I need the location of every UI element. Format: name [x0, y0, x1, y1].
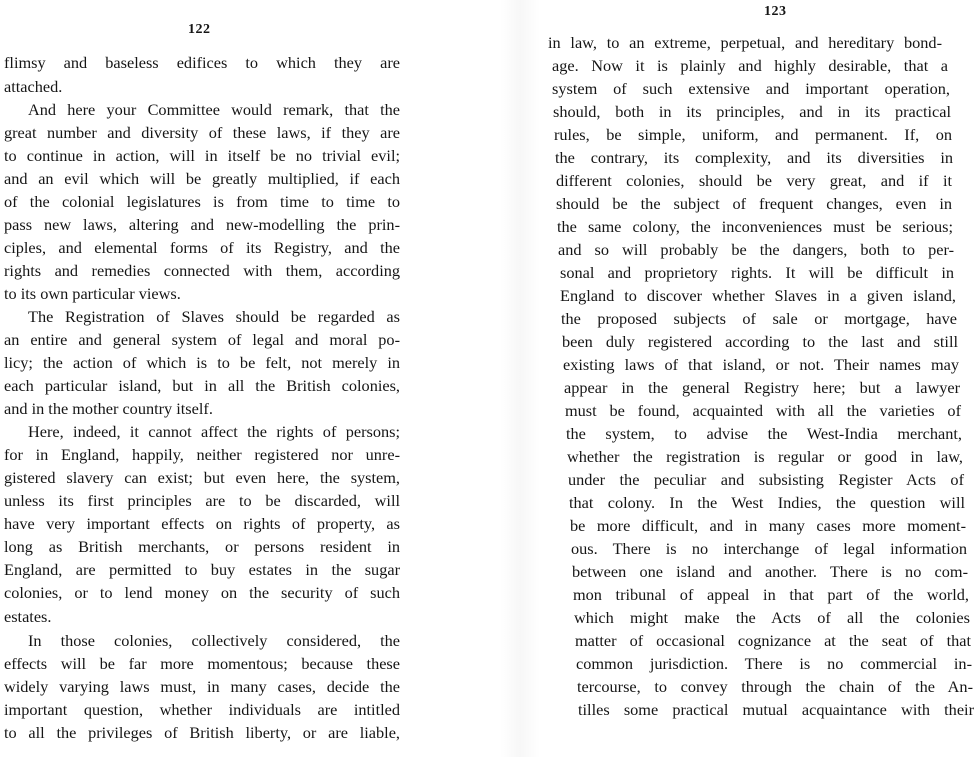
right-line-27: matter of occasional cognizance at the seat of that — [575, 631, 971, 650]
left-line-22: long as British merchants, or persons resident in — [4, 537, 400, 556]
left-line-14: licy; the action of which is to be felt, not merely in — [4, 353, 400, 372]
left-line-2: attached. — [4, 77, 63, 96]
right-line-11: sonal and proprietory rights. It will be difficult in — [560, 263, 954, 282]
right-line-2: age. Now it is plainly and highly desirable, that a — [552, 56, 948, 75]
right-line-14: been duly registered according to the last and still — [562, 332, 958, 351]
left-line-23: England, are permitted to buy estates in the sugar — [4, 560, 400, 579]
left-line-27: effects will be far more momentous; because these — [4, 654, 400, 673]
right-line-22: be more difficult, and in many cases more moment- — [570, 516, 966, 535]
right-line-4: should, both in its principles, and in its practical — [553, 102, 951, 121]
right-page — [548, 0, 976, 757]
right-line-17: must be found, acquainted with all the varieties of — [565, 401, 961, 420]
right-line-28: common jurisdiction. There is no commercial in- — [576, 654, 972, 673]
left-line-12: The Registration of Slaves should be regarded as — [28, 307, 400, 326]
right-line-26: which might make the Acts of all the colonies — [574, 608, 970, 627]
left-line-10: rights and remedies connected with them, according — [4, 261, 400, 280]
left-line-4: great number and diversity of these laws, if they are — [4, 123, 400, 142]
right-line-8: should be the subject of frequent changes, even in — [556, 194, 952, 213]
left-line-18: for in England, happily, neither registered nor unre- — [4, 445, 400, 464]
right-line-23: ous. There is no interchange of legal information — [571, 539, 967, 558]
left-line-24: colonies, or to lend money on the security of such — [4, 583, 400, 602]
left-page — [4, 0, 412, 757]
left-line-5: to continue in action, will in itself be no trivial evil; — [4, 146, 400, 165]
right-line-13: the proposed subjects of sale or mortgage, have — [561, 309, 957, 328]
left-line-21: have very important effects on rights of property, as — [4, 514, 400, 533]
book-gutter — [500, 0, 540, 757]
right-line-5: rules, be simple, uniform, and permanent. If, on — [554, 125, 952, 144]
left-line-26: In those colonies, collectively considered, the — [28, 631, 400, 650]
left-line-11: to its own particular views. — [4, 284, 181, 303]
right-line-7: different colonies, should be very great, and if it — [556, 171, 952, 190]
right-line-18: the system, to advise the West-India merchant, — [566, 424, 962, 443]
right-line-9: the same colony, the inconveniences must be serious; — [557, 217, 953, 236]
right-line-20: under the peculiar and subsisting Register Acts of — [568, 470, 964, 489]
right-line-24: between one island and another. There is no com- — [572, 562, 968, 581]
left-line-1: flimsy and baseless edifices to which they are — [4, 53, 400, 72]
right-line-3: system of such extensive and important operation, — [552, 79, 950, 98]
right-line-29: tercourse, to convey through the chain of the An- — [577, 677, 973, 696]
left-page-number: 122 — [188, 22, 211, 37]
left-line-15: each particular island, but in all the British colonies, — [4, 376, 400, 395]
left-line-30: to all the privileges of British liberty, or are liable, — [4, 723, 400, 742]
left-line-28: widely varying laws must, in many cases, decide the — [4, 677, 400, 696]
right-line-15: existing laws of that island, or not. Their names may — [563, 355, 959, 374]
left-line-25: estates. — [4, 607, 52, 626]
right-line-10: and so will probably be the dangers, both to per- — [558, 240, 954, 259]
right-line-30: tilles some practical mutual acquaintance with their — [578, 700, 974, 719]
right-line-12: England to discover whether Slaves in a given island, — [560, 286, 956, 305]
left-line-16: and in the mother country itself. — [4, 399, 213, 418]
left-line-19: gistered slavery can exist; but even here, the system, — [4, 468, 400, 487]
right-page-number: 123 — [764, 4, 787, 19]
left-line-8: pass new laws, altering and new-modelling the prin- — [4, 215, 400, 234]
left-line-29: important question, whether individuals are intitled — [4, 700, 400, 719]
right-line-6: the contrary, its complexity, and its diversities in — [555, 148, 953, 167]
right-line-16: appear in the general Registry here; but a lawyer — [564, 378, 960, 397]
right-line-25: mon tribunal of appeal in that part of the world, — [573, 585, 969, 604]
left-line-17: Here, indeed, it cannot affect the rights of persons; — [28, 422, 400, 441]
right-line-19: whether the registration is regular or good in law, — [567, 447, 963, 466]
left-line-7: of the colonial legislatures is from time to time to — [4, 192, 400, 211]
left-line-20: unless its first principles are to be discarded, will — [4, 491, 400, 510]
left-line-3: And here your Committee would remark, that the — [28, 100, 400, 119]
left-line-6: and an evil which will be greatly multiplied, if each — [4, 169, 400, 188]
left-line-13: an entire and general system of legal and moral po- — [4, 330, 400, 349]
left-line-9: ciples, and elemental forms of its Registry, and the — [4, 238, 400, 257]
right-line-21: that colony. In the West Indies, the question will — [569, 493, 965, 512]
right-line-1: in law, to an extreme, perpetual, and hereditary bond- — [548, 33, 942, 52]
